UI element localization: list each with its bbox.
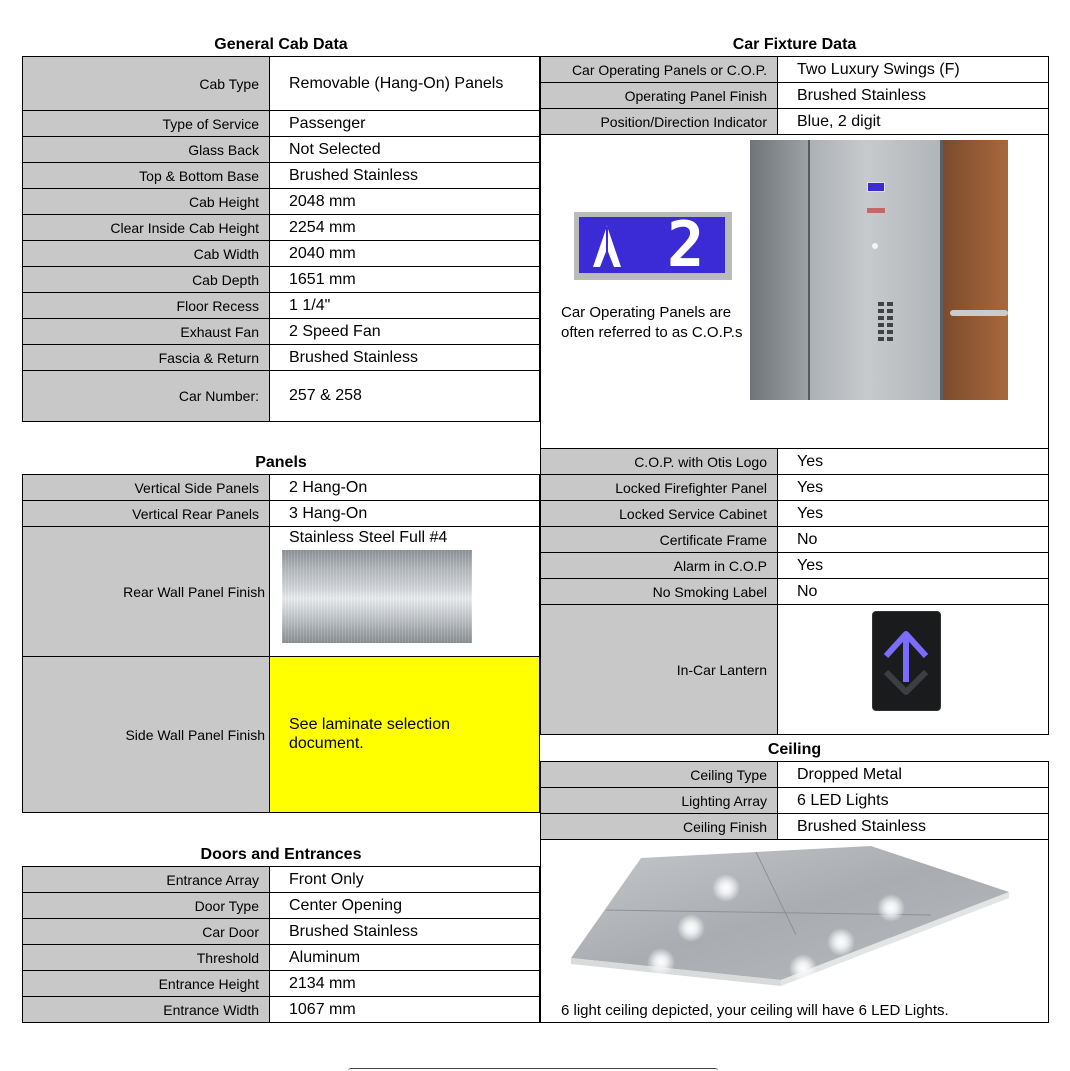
stainless-steel-swatch [282, 550, 472, 643]
car-door-label: Car Door [22, 918, 270, 945]
door-type-value: Center Opening [269, 892, 540, 919]
lighting-array-value: 6 LED Lights [777, 787, 1049, 814]
ceiling-note: 6 light ceiling depicted, your ceiling will have 6 LED Lights. [561, 1002, 949, 1019]
fascia-return-label: Fascia & Return [22, 344, 270, 371]
exhaust-fan-value: 2 Speed Fan [269, 318, 540, 345]
type-of-service-value: Passenger [269, 110, 540, 137]
door-type-label: Door Type [22, 892, 270, 919]
top-bottom-base-label: Top & Bottom Base [22, 162, 270, 189]
operating-panel-finish-label: Operating Panel Finish [540, 82, 778, 109]
ceiling-finish-label: Ceiling Finish [540, 813, 778, 840]
certificate-frame-value: No [777, 526, 1049, 553]
type-of-service-label: Type of Service [22, 110, 270, 137]
ceiling-illustration [541, 840, 1050, 990]
cop-note: Car Operating Panels are often referred to as C.O.P.s [561, 304, 743, 341]
cop-value: Two Luxury Swings (F) [777, 56, 1049, 83]
lantern-display [872, 611, 941, 711]
vertical-rear-panels-label: Vertical Rear Panels [22, 500, 270, 527]
rear-wall-panel-finish-value: Stainless Steel Full #4 [289, 529, 448, 546]
cop-label: Car Operating Panels or C.O.P. [540, 56, 778, 83]
cop-otis-logo-value: Yes [777, 448, 1049, 475]
top-bottom-base-value: Brushed Stainless [269, 162, 540, 189]
clear-inside-cab-height-value: 2254 mm [269, 214, 540, 241]
cab-depth-label: Cab Depth [22, 266, 270, 293]
in-car-lantern-label: In-Car Lantern [540, 604, 778, 735]
entrance-height-label: Entrance Height [22, 970, 270, 997]
position-direction-indicator-value: Blue, 2 digit [777, 108, 1049, 135]
threshold-label: Threshold [22, 944, 270, 971]
cab-height-label: Cab Height [22, 188, 270, 215]
ceiling-type-value: Dropped Metal [777, 761, 1049, 788]
alarm-in-cop-label: Alarm in C.O.P [540, 552, 778, 579]
ceiling-image-panel [540, 839, 1049, 1023]
entrance-array-label: Entrance Array [22, 866, 270, 893]
locked-firefighter-panel-label: Locked Firefighter Panel [540, 474, 778, 501]
indicator-digit: 2 [667, 208, 705, 281]
position-indicator-display [574, 208, 732, 281]
rear-wall-panel-finish-cell [269, 526, 540, 657]
vertical-side-panels-label: Vertical Side Panels [22, 474, 270, 501]
clear-inside-cab-height-label: Clear Inside Cab Height [22, 214, 270, 241]
entrance-width-label: Entrance Width [22, 996, 270, 1023]
side-wall-panel-finish-cell [269, 656, 540, 813]
floor-recess-value: 1 1/4" [269, 292, 540, 319]
no-smoking-label-value: No [777, 578, 1049, 605]
cab-height-value: 2048 mm [269, 188, 540, 215]
fixture-image-panel [540, 134, 1049, 449]
cop-photo [750, 140, 1008, 400]
position-direction-indicator-label: Position/Direction Indicator [540, 108, 778, 135]
car-door-value: Brushed Stainless [269, 918, 540, 945]
doors-entrances-title: Doors and Entrances [200, 846, 362, 863]
operating-panel-finish-value: Brushed Stainless [777, 82, 1049, 109]
locked-service-cabinet-value: Yes [777, 500, 1049, 527]
car-fixture-data-title: Car Fixture Data [732, 36, 857, 53]
side-wall-panel-finish-value: See laminate selection document. [289, 716, 450, 752]
glass-back-label: Glass Back [22, 136, 270, 163]
cab-type-label: Cab Type [22, 56, 270, 111]
car-number-value: 257 & 258 [269, 370, 540, 422]
cab-depth-value: 1651 mm [269, 266, 540, 293]
cab-width-value: 2040 mm [269, 240, 540, 267]
side-wall-panel-finish-label: Side Wall Panel Finish [22, 656, 270, 813]
floor-recess-label: Floor Recess [22, 292, 270, 319]
panels-title: Panels [255, 454, 307, 471]
rear-wall-panel-finish-label: Rear Wall Panel Finish [22, 526, 270, 657]
ceiling-type-label: Ceiling Type [540, 761, 778, 788]
certificate-frame-label: Certificate Frame [540, 526, 778, 553]
entrance-height-value: 2134 mm [269, 970, 540, 997]
cab-type-value: Removable (Hang-On) Panels [269, 56, 540, 111]
entrance-width-value: 1067 mm [269, 996, 540, 1023]
no-smoking-label-label: No Smoking Label [540, 578, 778, 605]
general-cab-data-title: General Cab Data [214, 36, 348, 53]
entrance-array-value: Front Only [269, 866, 540, 893]
vertical-rear-panels-value: 3 Hang-On [269, 500, 540, 527]
car-number-label: Car Number: [22, 370, 270, 422]
locked-service-cabinet-label: Locked Service Cabinet [540, 500, 778, 527]
alarm-in-cop-value: Yes [777, 552, 1049, 579]
lantern-up-arrow-icon [873, 612, 940, 710]
fascia-return-value: Brushed Stainless [269, 344, 540, 371]
exhaust-fan-label: Exhaust Fan [22, 318, 270, 345]
cop-otis-logo-label: C.O.P. with Otis Logo [540, 448, 778, 475]
threshold-value: Aluminum [269, 944, 540, 971]
ceiling-title: Ceiling [767, 741, 822, 758]
in-car-lantern-cell [777, 604, 1049, 735]
locked-firefighter-panel-value: Yes [777, 474, 1049, 501]
ceiling-finish-value: Brushed Stainless [777, 813, 1049, 840]
vertical-side-panels-value: 2 Hang-On [269, 474, 540, 501]
cab-width-label: Cab Width [22, 240, 270, 267]
glass-back-value: Not Selected [269, 136, 540, 163]
lighting-array-label: Lighting Array [540, 787, 778, 814]
